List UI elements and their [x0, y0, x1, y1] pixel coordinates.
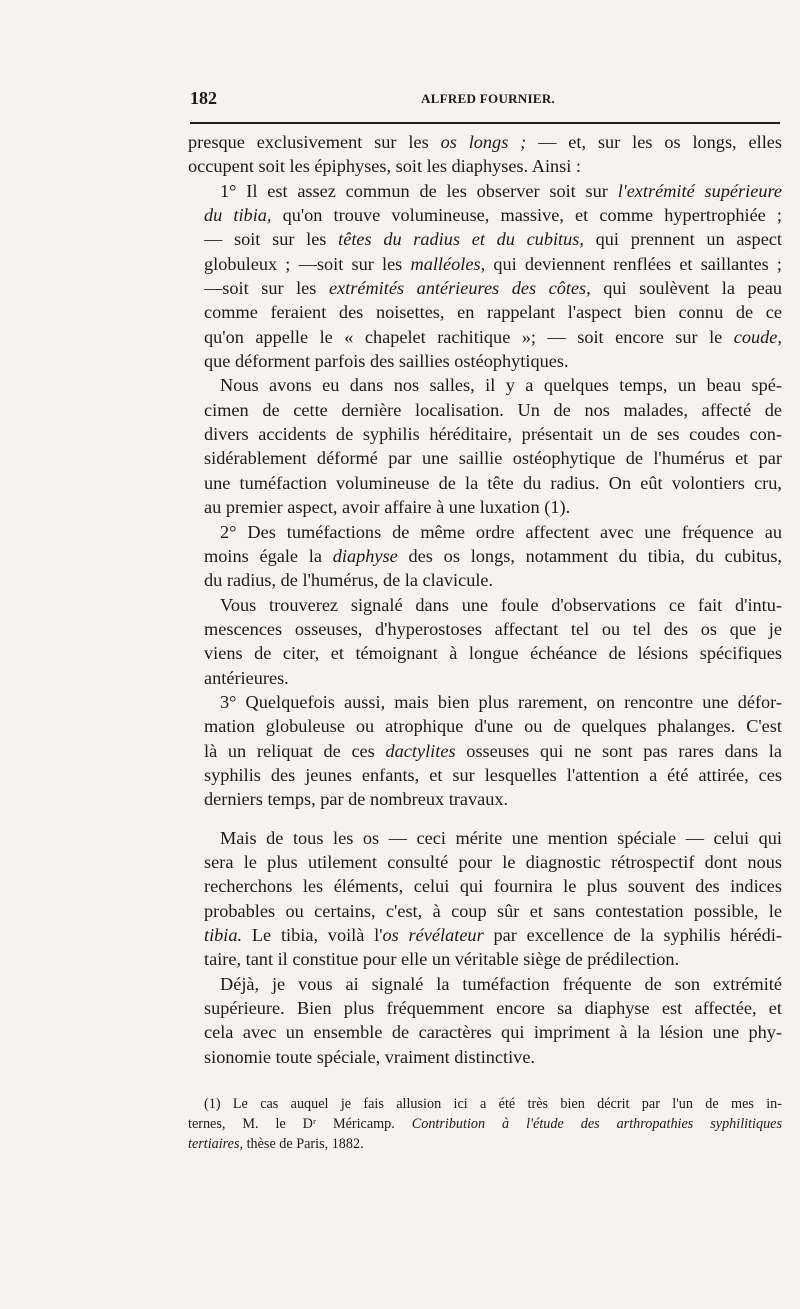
italic-text: Contribution à l'étude des arthropathies syphilitiques	[411, 1116, 782, 1132]
text-line: une tuméfaction volumineuse de la tête du radius. On eût volontiers cru,	[204, 472, 782, 493]
running-head: ALFRED FOURNIER.	[421, 91, 556, 106]
text-line: Vous trouverez signalé dans une foule d'observations ce fait d'intu-	[220, 594, 782, 615]
text-line: moins égale la diaphyse des os longs, notamment du tibia, du cubitus,	[204, 545, 783, 566]
paragraph	[188, 373, 782, 519]
text-line: sionomie toute spéciale, vraiment distinctive.	[204, 1046, 536, 1067]
paragraph	[188, 593, 782, 690]
italic-text: extrémités antérieures des côtes,	[328, 278, 591, 299]
header-rule	[190, 122, 780, 124]
text-line: sera le plus utilement consulté pour le diagnostic rétrospectif dont nous	[204, 851, 782, 872]
text-line: derniers temps, par de nombreux travaux.	[204, 789, 509, 810]
text-line: syphilis des jeunes enfants, et sur lesquelles l'attention a été attirée, ces	[204, 764, 782, 785]
text-line: supérieure. Bien plus fréquemment encore sa diaphyse est affectée, et	[204, 998, 782, 1019]
italic-text: du tibia,	[204, 205, 272, 226]
text-line: 2° Des tuméfactions de même ordre affectent avec une fréquence au	[220, 521, 782, 542]
text-line: 1° Il est assez commun de les observer soit sur l'extrémité supérieure	[220, 180, 783, 201]
text-line: divers accidents de syphilis héréditaire, présentait un de ses coudes con-	[204, 424, 782, 445]
text-line: au premier aspect, avoir affaire à une luxation (1).	[204, 497, 571, 518]
text-line: comme feraient des noisettes, en rappelant l'aspect bien connu de ce	[204, 302, 782, 323]
italic-text: coude,	[733, 326, 782, 347]
text-line: taire, tant il constitue pour elle un véritable siège de prédilection.	[204, 949, 680, 970]
text-line: recherchons les éléments, celui qui fournira le plus souvent des indices	[204, 876, 782, 897]
italic-text: l'extrémité supérieure	[617, 180, 783, 201]
text-line: Mais de tous les os — ceci mérite une mention spéciale — celui qui	[220, 827, 782, 848]
text-line: —soit sur les extrémités antérieures des côtes, qui soulèvent la peau	[204, 278, 782, 299]
text-line: presque exclusivement sur les os longs ; — et, sur les os longs, elles	[188, 132, 782, 152]
italic-text: dactylites	[385, 740, 456, 761]
page-number: 182	[190, 88, 217, 108]
text-line: tertiaires, thèse de Paris, 1882.	[188, 1136, 364, 1152]
footnote	[188, 1094, 782, 1154]
text-line: tibia. Le tibia, voilà l'os révélateur par excellence de la syphilis hérédi-	[204, 925, 782, 945]
text-line: ternes, M. le Dʳ Méricamp. Contribution à l'étude des arthropathies syphilitiques	[188, 1116, 782, 1132]
paragraph	[188, 520, 782, 593]
text-line: occupent soit les épiphyses, soit les diaphyses. Ainsi :	[188, 156, 582, 177]
paragraph	[188, 826, 782, 972]
text-line: mation globuleuse ou atrophique d'une ou de quelques phalanges. C'est	[204, 716, 782, 737]
text-line: cela avec un ensemble de caractères qui impriment à la lésion une phy-	[204, 1022, 782, 1043]
text-line: qu'on appelle le « chapelet rachitique »; — soit encore sur le coude,	[204, 326, 782, 347]
paragraph	[188, 179, 782, 374]
text-line: — soit sur les têtes du radius et du cubitus, qui prennent un aspect	[204, 229, 782, 250]
italic-text: os révélateur	[382, 925, 484, 945]
text-line: mescences osseuses, d'hyperostoses affectant tel ou tel des os que je	[204, 618, 782, 639]
text-line: du tibia, qu'on trouve volumineuse, massive, et comme hypertrophiée ;	[204, 205, 782, 226]
text-line: viens de citer, et témoignant à longue échéance de lésions spécifiques	[204, 643, 782, 664]
italic-text: tibia.	[204, 925, 243, 945]
paragraph	[188, 690, 782, 812]
body-text	[188, 130, 782, 1069]
italic-text: diaphyse	[332, 545, 398, 566]
text-line: sidérablement déformé par une saillie ostéophytique de l'humérus et par	[204, 448, 782, 469]
italic-text: os longs ;	[440, 132, 527, 152]
text-line: du radius, de l'humérus, de la clavicule.	[204, 570, 494, 591]
text-line: Déjà, je vous ai signalé la tuméfaction fréquente de son extrémité	[220, 973, 782, 994]
italic-text: têtes du radius et du cubitus,	[338, 229, 584, 250]
text-line: 3° Quelquefois aussi, mais bien plus rarement, on rencontre une défor-	[220, 691, 782, 712]
text-line: cimen de cette dernière localisation. Un de nos malades, affecté de	[204, 399, 782, 420]
text-line: antérieures.	[204, 667, 289, 688]
italic-text: tertiaires,	[188, 1136, 244, 1152]
text-line: là un reliquat de ces dactylites osseuses qui ne sont pas rares dans la	[204, 740, 782, 761]
text-line: que déforment parfois des saillies ostéophytiques.	[204, 351, 569, 372]
paragraph	[188, 130, 782, 179]
page-header	[190, 88, 780, 112]
text-line: globuleux ; —soit sur les malléoles, qui deviennent renflées et saillantes ;	[204, 253, 782, 274]
italic-text: malléoles,	[410, 253, 486, 274]
paragraph	[188, 972, 782, 1069]
text-line: (1) Le cas auquel je fais allusion ici a été très bien décrit par l'un de mes in-	[204, 1096, 782, 1112]
text-line: probables ou certains, c'est, à coup sûr et sans contestation possible, le	[204, 900, 782, 921]
text-line: Nous avons eu dans nos salles, il y a quelques temps, un beau spé-	[220, 375, 782, 396]
